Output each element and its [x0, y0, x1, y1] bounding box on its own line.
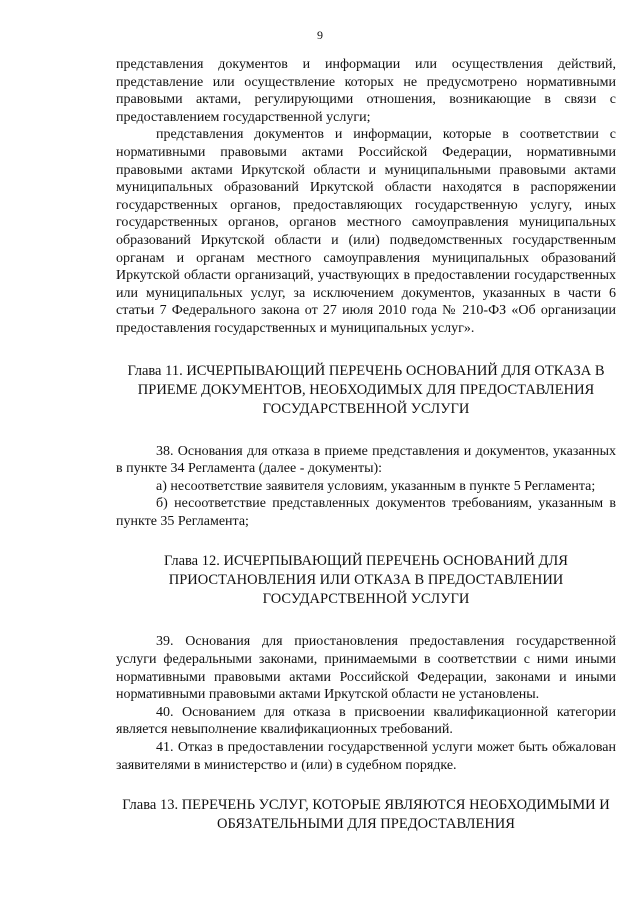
paragraph: 39. Основания для приостановления предоставления государственной услуги федеральными законами, принимаемыми в соответствии с ними иными нормативными правовыми актами Российской Федерации, законами и иными нормативными правовыми актами Иркутской области не установлены. [116, 634, 616, 703]
page-content [116, 56, 616, 834]
page-number: 9 [317, 28, 323, 42]
paragraph: 40. Основанием для отказа в присвоении квалификационной категории является невыполнение квалификационных требований. [116, 704, 616, 738]
chapter-13-heading: Глава 13. ПЕРЕЧЕНЬ УСЛУГ, КОТОРЫЕ ЯВЛЯЮТСЯ НЕОБХОДИМЫМИ И ОБЯЗАТЕЛЬНЫМИ ДЛЯ ПРЕДОСТАВЛЕНИЯ [122, 797, 610, 833]
chapter-12-heading: Глава 12. ИСЧЕРПЫВАЮЩИЙ ПЕРЕЧЕНЬ ОСНОВАНИЙ ДЛЯ ПРИОСТАНОВЛЕНИЯ ИЛИ ОТКАЗА В ПРЕДОСТАВЛЕНИИ ГОСУДАРСТВЕННОЙ УСЛУГИ [164, 553, 568, 608]
paragraph: представления документов и информации, которые в соответствии с нормативными правовыми актами Российской Федерации, нормативными правовыми актами Иркутской области и муниципальными правовыми актами муниципальных образований Иркутской области находятся в распоряжении государственных органов, предоставляющих государственную услугу, иных государственных органов, органов местного самоуправления муниципальных образований Иркутской области и (или) подведомственных государственным органам и органам местного самоуправления муниципальных образований Иркутской области организаций, участвующих в предоставлении государственных или муниципальных услуг, за исключением документов, указанных в части 6 статьи 7 Федерального закона от 27 июля 2010 года № 210-ФЗ «Об организации предоставления государственных и муниципальных услуг». [116, 127, 616, 336]
paragraph: 41. Отказ в предоставлении государственной услуги может быть обжалован заявителями в министерство и (или) в судебном порядке. [116, 740, 616, 773]
chapter-11-heading: Глава 11. ИСЧЕРПЫВАЮЩИЙ ПЕРЕЧЕНЬ ОСНОВАНИЙ ДЛЯ ОТКАЗА В ПРИЕМЕ ДОКУМЕНТОВ, НЕОБХОДИМЫХ ДЛЯ ПРЕДОСТАВЛЕНИЯ ГОСУДАРСТВЕННОЙ УСЛУГИ [127, 362, 605, 417]
paragraph: 38. Основания для отказа в приеме представления и документов, указанных в пункте 34 Регламента (далее - документы): [116, 443, 616, 477]
list-item: б) несоответствие представленных документов требованиям, указанным в пункте 35 Регламента; [116, 496, 616, 529]
paragraph: представления документов и информации или осуществления действий, представление или осуществление которых не предусмотрено нормативными правовыми актами, регулирующими отношения, возникающие в связи с предоставлением государственной услуги; [116, 57, 616, 125]
list-item: а) несоответствие заявителя условиям, указанным в пункте 5 Регламента; [156, 478, 596, 494]
